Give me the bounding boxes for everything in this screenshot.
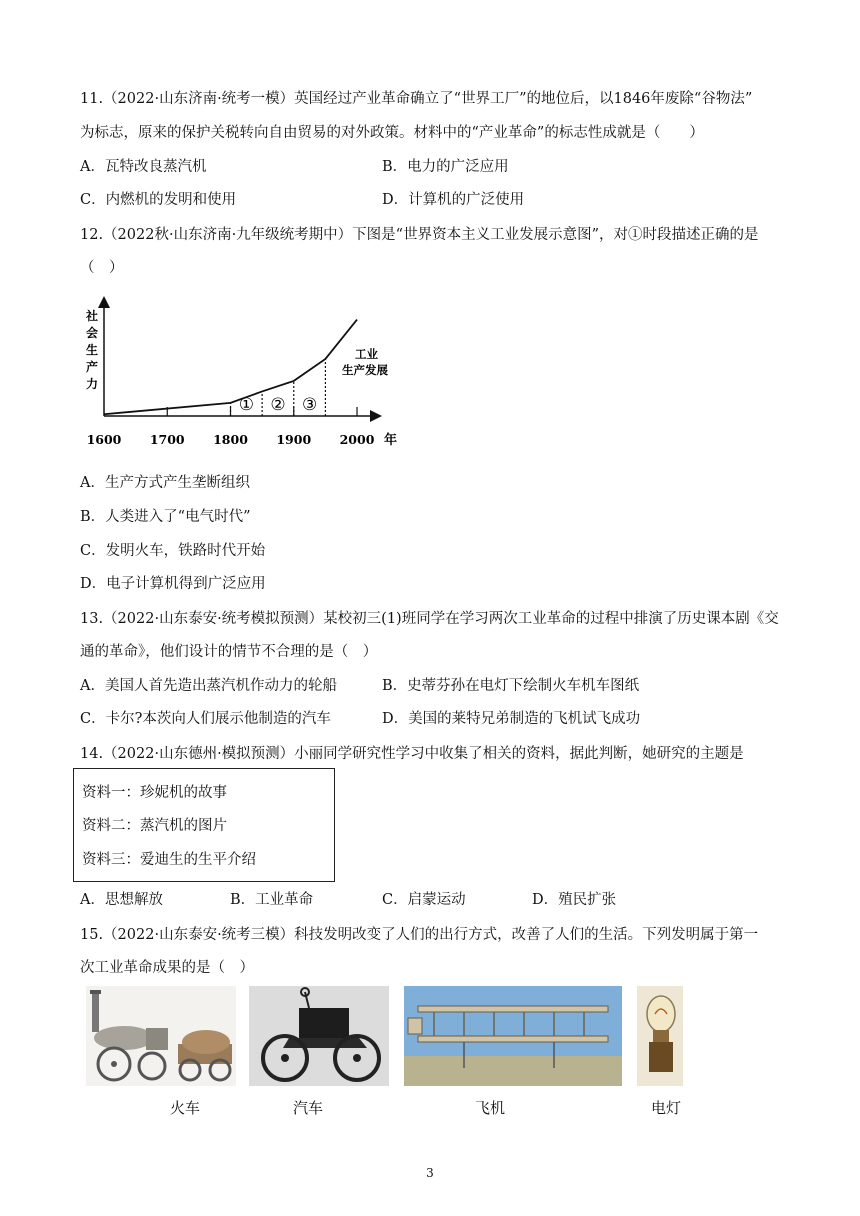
series-label-line1: 工业 bbox=[355, 347, 378, 361]
x-axis-label: 年 bbox=[384, 433, 398, 448]
period-label: ② bbox=[270, 395, 286, 415]
y-axis-label-char: 生 bbox=[86, 343, 99, 357]
x-tick-label: 1900 bbox=[276, 432, 312, 447]
q15-stem-line2: 次工业革命成果的是（ ） bbox=[80, 960, 254, 976]
automobile-image bbox=[249, 986, 389, 1086]
production-trend-line bbox=[104, 320, 357, 415]
q13-option-b: B．史蒂芬孙在电灯下绘制火车机车图纸 bbox=[382, 678, 640, 694]
q14-option-d: D．殖民扩张 bbox=[532, 892, 617, 908]
caption-airplane: 飞机 bbox=[475, 1099, 506, 1117]
caption-car: 汽车 bbox=[293, 1099, 324, 1117]
q12-option-c: C．发明火车，铁路时代开始 bbox=[80, 543, 266, 559]
x-tick-label: 1800 bbox=[213, 432, 248, 447]
material-item-3: 资料三：爱迪生的生平介绍 bbox=[82, 852, 256, 868]
industry-development-chart bbox=[80, 296, 410, 456]
q14-option-b: B．工业革命 bbox=[230, 892, 314, 908]
q14-stem-line1: 14.（2022·山东德州·模拟预测）小丽同学研究性学习中收集了相关的资料，据此判断，她研究的主题是 bbox=[80, 746, 744, 762]
q12-stem-line1: 12.（2022秋·山东济南·九年级统考期中）下图是“世界资本主义工业发展示意图”，对①时段描述正确的是 bbox=[80, 227, 759, 243]
airplane-image bbox=[404, 986, 622, 1086]
q12-option-d: D．电子计算机得到广泛应用 bbox=[80, 576, 266, 592]
y-axis-label-char: 力 bbox=[86, 377, 99, 391]
caption-light: 电灯 bbox=[651, 1099, 682, 1117]
x-tick-label: 1600 bbox=[86, 432, 122, 447]
lightbulb-image bbox=[637, 986, 683, 1086]
caption-train: 火车 bbox=[170, 1099, 201, 1117]
page-number: 3 bbox=[426, 1166, 434, 1180]
q13-option-a: A．美国人首先造出蒸汽机作动力的轮船 bbox=[80, 678, 337, 694]
material-item-1: 资料一：珍妮机的故事 bbox=[82, 785, 227, 801]
q14-option-a: A．思想解放 bbox=[80, 892, 163, 908]
q11-option-b: B．电力的广泛应用 bbox=[382, 159, 509, 175]
series-label-line2: 生产发展 bbox=[342, 363, 388, 377]
materials-box bbox=[73, 768, 335, 882]
q11-option-d: D．计算机的广泛使用 bbox=[382, 192, 525, 208]
x-tick-label: 1700 bbox=[149, 432, 185, 447]
x-tick-label: 2000 bbox=[339, 432, 375, 447]
y-axis-label-char: 社 bbox=[86, 309, 99, 323]
q12-option-b: B．人类进入了“电气时代” bbox=[80, 509, 251, 525]
locomotive-image bbox=[86, 986, 236, 1086]
period-label: ③ bbox=[301, 395, 318, 415]
q11-stem-line1: 11.（2022·山东济南·统考一模）英国经过产业革命确立了“世界工厂”的地位后，以1846年废除“谷物法” bbox=[80, 91, 753, 107]
q15-stem-line1: 15.（2022·山东泰安·统考三模）科技发明改变了人们的出行方式，改善了人们的生活。下列发明属于第一 bbox=[80, 927, 759, 943]
q11-stem-line2: 为标志，原来的保护关税转向自由贸易的对外政策。材料中的“产业革命”的标志性成就是（ ） bbox=[80, 125, 704, 141]
y-axis-label-char: 产 bbox=[86, 360, 99, 374]
material-item-2: 资料二：蒸汽机的图片 bbox=[82, 818, 227, 834]
q11-option-c: C．内燃机的发明和使用 bbox=[80, 192, 237, 208]
q14-option-c: C．启蒙运动 bbox=[382, 892, 466, 908]
q12-option-a: A．生产方式产生垄断组织 bbox=[80, 475, 250, 491]
q13-option-c: C．卡尔?本茨向人们展示他制造的汽车 bbox=[80, 711, 331, 727]
q13-stem-line1: 13.（2022·山东泰安·统考模拟预测）某校初三(1)班同学在学习两次工业革命的过程中排演了历史课本剧《交 bbox=[80, 611, 779, 627]
y-axis-label bbox=[85, 308, 98, 391]
period-label: ① bbox=[238, 395, 254, 415]
y-axis-label-char: 会 bbox=[86, 326, 99, 340]
q13-stem-line2: 通的革命》，他们设计的情节不合理的是（ ） bbox=[80, 644, 378, 660]
q11-option-a: A．瓦特改良蒸汽机 bbox=[80, 159, 207, 175]
q13-option-d: D．美国的莱特兄弟制造的飞机试飞成功 bbox=[382, 711, 641, 727]
q12-stem-line2: （ ） bbox=[80, 260, 124, 276]
